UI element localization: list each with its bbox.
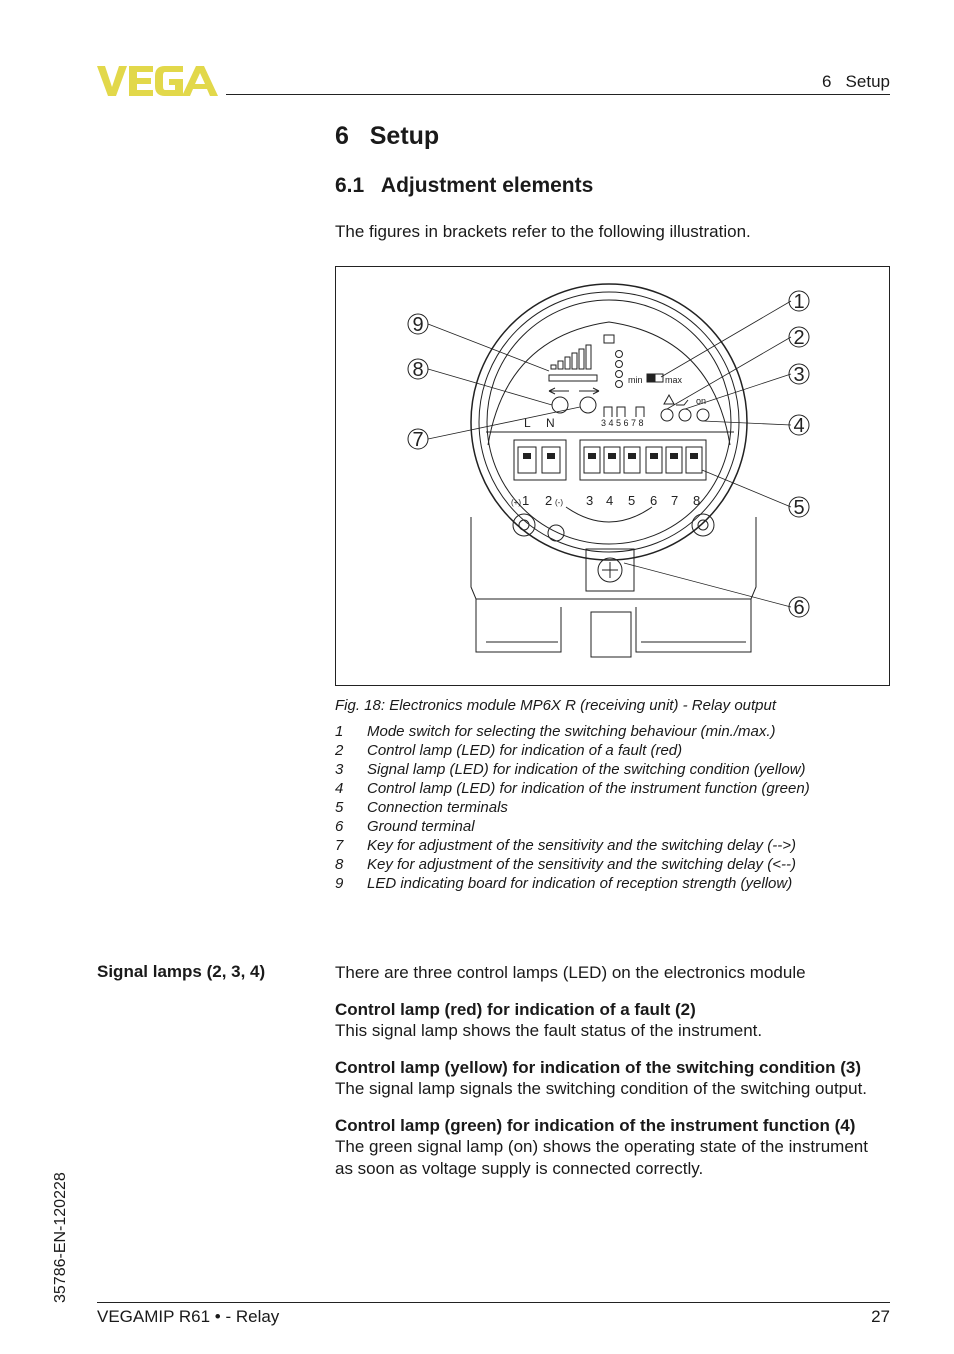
plus-label: (+) (511, 498, 521, 507)
subheading: Control lamp (yellow) for indication of the switching condition (3) (335, 1057, 862, 1077)
callout-8: 8 (412, 359, 424, 381)
right-arrow-icon (579, 388, 599, 394)
legend-item: 2 Control lamp (LED) for indication of a fault (red) (335, 742, 683, 759)
paragraph: There are three control lamps (LED) on the electronics module (335, 963, 806, 982)
footer-product: VEGAMIP R61 • - Relay (97, 1307, 280, 1326)
cable-glands (476, 599, 751, 652)
callout-9: 9 (412, 314, 424, 336)
terminal-screws (518, 447, 702, 473)
callout-2: 2 (793, 327, 805, 349)
terminal-L-label: L (524, 416, 531, 430)
relay-numbers: 3 4 5 6 7 8 (601, 418, 644, 428)
legend-item: 7 Key for adjustment of the sensitivity and the switching delay (-->) (335, 837, 796, 854)
terminal-number: 5 (628, 493, 636, 508)
top-notch (604, 335, 614, 343)
min-label: min (628, 375, 643, 385)
figure-caption: Fig. 18: Electronics module MP6X R (receiving unit) - Relay output (335, 697, 777, 714)
paragraph: This signal lamp shows the fault status of the instrument. (335, 1021, 763, 1040)
callout-5: 5 (793, 497, 805, 519)
key-left (552, 397, 568, 413)
terminal-block-relay (580, 440, 706, 480)
terminal-number: 1 (522, 493, 530, 508)
terminal-number: 8 (693, 493, 701, 508)
terminal-number: 7 (671, 493, 679, 508)
electronics-module-drawing (336, 267, 889, 685)
subheading: Control lamp (red) for indication of a fault (2) (335, 999, 696, 1019)
on-label: on (696, 396, 707, 406)
max-label: max (665, 375, 683, 385)
document-id: 35786-EN-120228 (52, 1172, 69, 1303)
paragraph: The green signal lamp (on) shows the operating state of the instrument as soon as voltage supply is connected correctly. (335, 1137, 868, 1178)
header-section: 6 Setup (821, 72, 890, 91)
legend-item: 4 Control lamp (LED) for indication of the instrument function (green) (335, 780, 810, 797)
page-title: 6 Setup (335, 122, 440, 150)
led-indicating-board (549, 345, 597, 381)
signal-lamps-section (335, 962, 895, 1179)
page-number: 27 (871, 1307, 890, 1326)
callout-6: 6 (793, 597, 805, 619)
section-title: 6.1 Adjustment elements (335, 174, 594, 197)
callout-4: 4 (793, 415, 805, 437)
terminal-block-power (514, 440, 566, 480)
legend-item: 3 Signal lamp (LED) for indication of the switching condition (yellow) (335, 761, 806, 778)
legend-item: 5 Connection terminals (335, 799, 508, 816)
margin-label: Signal lamps (2, 3, 4) (97, 962, 266, 981)
terminal-number: 3 (586, 493, 594, 508)
fixing-screw-right (692, 514, 714, 536)
led-green-on (697, 409, 709, 421)
center-opening (566, 507, 652, 522)
led-red-fault (661, 409, 673, 421)
vega-logo (97, 65, 219, 97)
header-rule (226, 94, 890, 95)
legend-item: 1 Mode switch for selecting the switching behaviour (min./max.) (335, 723, 776, 740)
callout-1: 1 (793, 291, 805, 313)
led-yellow-switching (679, 409, 691, 421)
terminal-N-label: N (546, 416, 555, 430)
figure-legend (335, 722, 810, 893)
terminal-number: 4 (606, 493, 614, 508)
callout-3: 3 (793, 364, 805, 386)
callout-7: 7 (412, 429, 424, 451)
legend-item: 6 Ground terminal (335, 818, 475, 835)
paragraph: The signal lamp signals the switching condition of the switching output. (335, 1079, 868, 1098)
legend-item: 8 Key for adjustment of the sensitivity and the switching delay (<--) (335, 856, 796, 873)
legend-item: 9 LED indicating board for indication of reception strength (yellow) (335, 875, 793, 892)
intro-text: The figures in brackets refer to the following illustration. (335, 222, 751, 241)
hole-icon (548, 525, 564, 541)
left-arrow-icon (549, 388, 569, 394)
terminal-number: 2 (545, 493, 553, 508)
key-right (580, 397, 596, 413)
terminal-number: 6 (650, 493, 658, 508)
minus-label: (-) (555, 498, 563, 507)
relay-symbol-icon (604, 407, 644, 417)
figure-frame (335, 266, 890, 686)
warning-icon (664, 395, 674, 404)
footer-rule (97, 1302, 890, 1303)
subheading: Control lamp (green) for indication of the instrument function (4) (335, 1115, 856, 1135)
cable-entry (591, 612, 631, 657)
status-leds-column (616, 351, 623, 388)
